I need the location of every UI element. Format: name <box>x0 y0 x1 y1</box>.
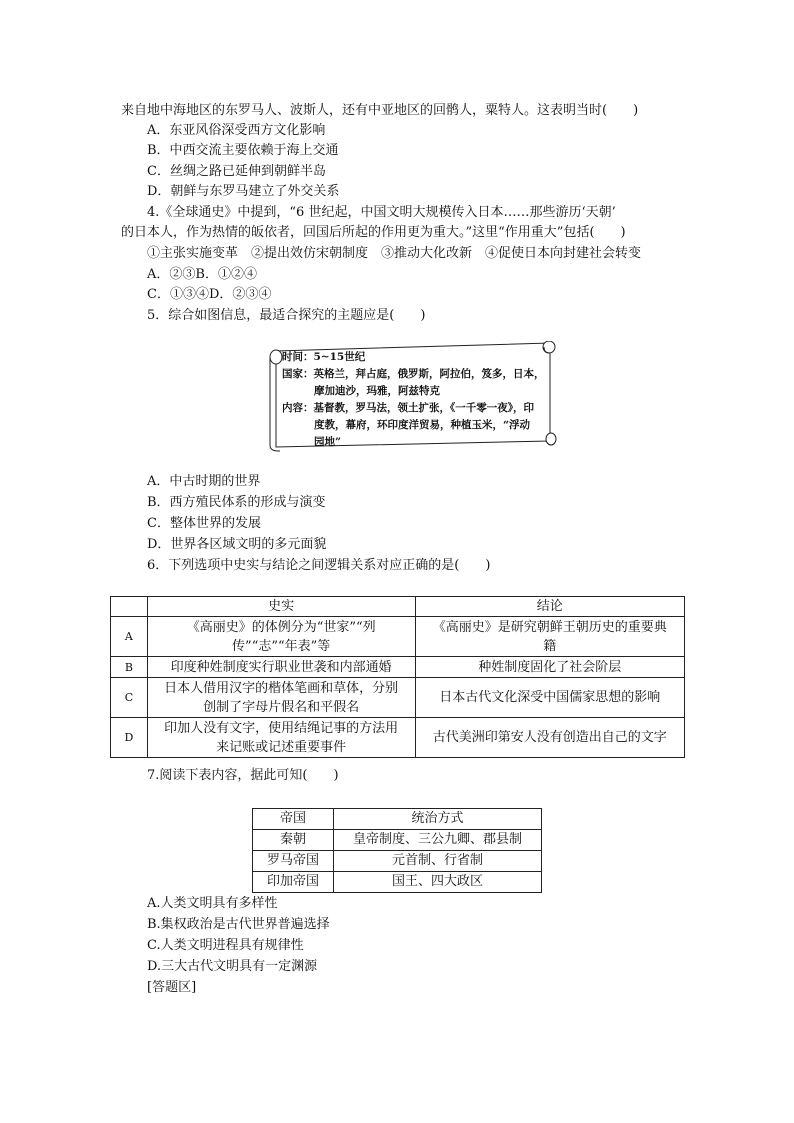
answer-area-label: [答题区] <box>147 980 197 995</box>
scroll-content-2: 度教，幕府，环印度洋贸易，种植玉米，“浮动 <box>314 419 531 431</box>
rule-cell: 国王、四大政区 <box>334 872 542 893</box>
q7-table <box>252 808 542 893</box>
row-key: C <box>111 678 148 718</box>
scroll-content-1: 内容：基督教，罗马法，领土扩张，《一千零一夜》，印 <box>282 402 534 414</box>
scroll-time: 时间：5~15世纪 <box>282 351 366 363</box>
row-fact: 印度种姓制度实行职业世袭和内部通婚 <box>147 657 415 678</box>
q5-option-c: C．整体世界的发展 <box>147 516 261 531</box>
table-row <box>253 830 542 851</box>
q5-scroll-figure <box>268 341 558 453</box>
row-conclusion: 种姓制度固化了社会阶层 <box>415 657 684 678</box>
header-rule-cell: 统治方式 <box>334 809 542 830</box>
header-key-cell <box>111 597 148 617</box>
q6-stem: 6．下列选项中史实与结论之间逻辑关系对应正确的是( ) <box>147 558 491 573</box>
fact-line: 印加人没有文字，使用结绳记事的方法用 <box>164 720 399 736</box>
fact-line: 《高丽史》的体例分为“世家”“列 <box>186 619 376 635</box>
header-fact-cell: 史实 <box>147 597 415 617</box>
row-conclusion: 日本古代文化深受中国儒家思想的影响 <box>415 678 684 718</box>
conclusion-line: 《高丽史》是研究朝鲜王朝历史的重要典 <box>432 619 667 635</box>
q6-table <box>110 596 685 758</box>
scroll-content-3: 园地” <box>314 436 342 448</box>
table-row <box>111 657 685 678</box>
q4-stem-line2: 的日本人，作为热情的皈依者，回国后所起的作用更为重大。”这里“作用重大”包括( ) <box>121 225 626 240</box>
q3-option-c: C．丝绸之路已延伸到朝鲜半岛 <box>147 164 326 179</box>
fact-line: 传”“志”“年表”等 <box>232 638 331 654</box>
row-key: B <box>111 657 148 678</box>
q4-items: ①主张实施变革 ②提出效仿宋朝制度 ③推动大化改新 ④促使日本向封建社会转变 <box>147 246 642 261</box>
q3-stem-tail: 来自地中海地区的东罗马人、波斯人，还有中亚地区的回鹘人，粟特人。这表明当时( ) <box>121 103 639 118</box>
q3-option-b: B．中西交流主要依赖于海上交通 <box>147 143 339 158</box>
q7-option-c: C.人类文明进程具有规律性 <box>147 938 304 953</box>
table-row <box>253 851 542 872</box>
q7-option-b: B.集权政治是古代世界普遍选择 <box>147 917 330 932</box>
q3-option-d: D．朝鲜与东罗马建立了外交关系 <box>147 184 340 199</box>
header-conclusion-cell: 结论 <box>415 597 684 617</box>
q5-option-b: B．西方殖民体系的形成与演变 <box>147 495 326 510</box>
scroll-country-1: 国家：英格兰，拜占庭，俄罗斯，阿拉伯，笈多，日本， <box>282 368 545 380</box>
fact-line: 日本人借用汉字的楷体笔画和草体，分别 <box>164 680 399 696</box>
fact-line: 创制了字母片假名和平假名 <box>203 699 360 715</box>
q3-option-a: A．东亚风俗深受西方文化影响 <box>147 123 326 138</box>
q5-option-a: A．中古时期的世界 <box>147 474 261 489</box>
row-conclusion: 古代美洲印第安人没有创造出自己的文字 <box>415 718 684 758</box>
empire-cell: 印加帝国 <box>253 872 334 893</box>
row-conclusion <box>415 617 684 657</box>
rule-cell: 皇帝制度、三公九卿、郡县制 <box>334 830 542 851</box>
q7-option-d: D.三大古代文明具有一定渊源 <box>147 959 318 974</box>
q7-option-a: A.人类文明具有多样性 <box>147 896 278 911</box>
table-row <box>111 678 685 718</box>
empire-cell: 秦朝 <box>253 830 334 851</box>
header-empire-cell: 帝国 <box>253 809 334 830</box>
table-header-row <box>253 809 542 830</box>
q4-stem-line1: 4.《全球通史》中提到，“6 世纪起，中国文明大规模传入日本……那些游历‘天朝’ <box>147 205 616 220</box>
empire-cell: 罗马帝国 <box>253 851 334 872</box>
table-row <box>111 617 685 657</box>
row-fact <box>147 617 415 657</box>
rule-cell: 元首制、行省制 <box>334 851 542 872</box>
table-row <box>253 872 542 893</box>
row-fact <box>147 718 415 758</box>
q5-option-d: D．世界各区域文明的多元面貌 <box>147 537 327 552</box>
row-key: A <box>111 617 148 657</box>
q4-options-row1: A．②③B．①②④ <box>147 267 257 282</box>
table-row <box>111 718 685 758</box>
q5-stem: 5．综合如图信息，最适合探究的主题应是( ) <box>147 308 426 323</box>
fact-line: 来记账或记述重要事件 <box>216 739 347 755</box>
table-header-row <box>111 597 685 617</box>
row-fact <box>147 678 415 718</box>
scroll-country-2: 摩加迪沙，玛雅，阿兹特克 <box>314 385 440 397</box>
q4-options-row2: C．①③④D．②③④ <box>147 287 272 302</box>
row-key: D <box>111 718 148 758</box>
q7-stem: 7.阅读下表内容，据此可知( ) <box>147 768 339 783</box>
conclusion-line: 籍 <box>543 638 557 654</box>
scroll-text <box>282 349 556 451</box>
